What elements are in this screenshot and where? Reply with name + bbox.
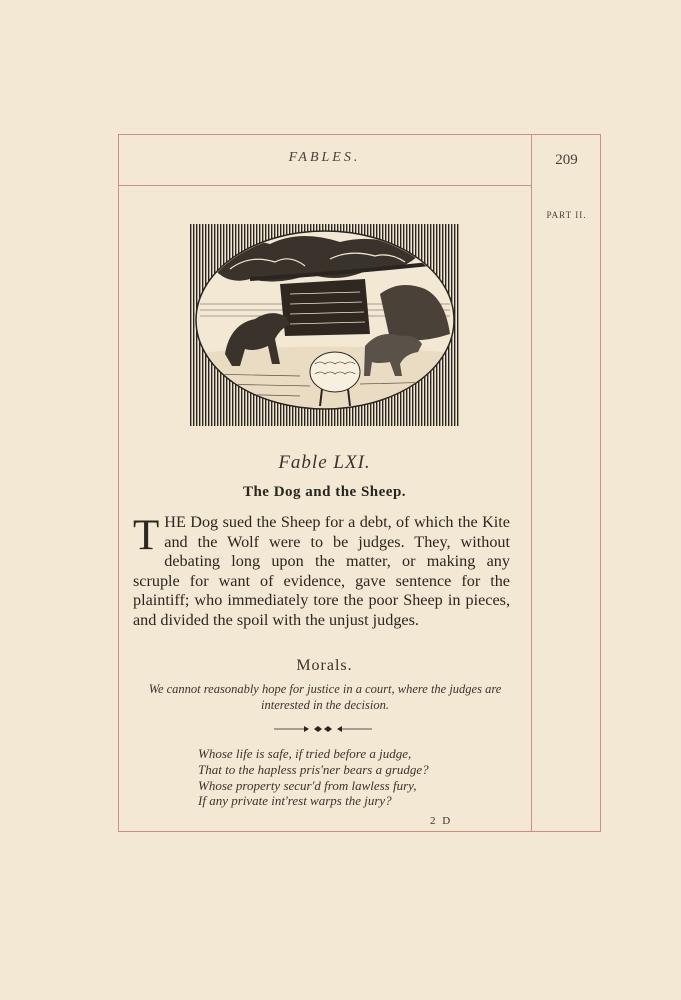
page-number: 209 (555, 152, 578, 168)
moral-text: We cannot reasonably hope for justice in a court, where the judges are interested in the decision. (148, 682, 502, 712)
running-title: FABLES. (288, 150, 361, 165)
side-note: PART II. (546, 210, 587, 220)
fable-body-text: HE Dog sued the Sheep for a debt, of which the Kite and the Wolf were to be judges. They, without debating long upon the matter, or making any scruple for want of evidence, gave sentence for the plaintiff; who immediately tore the poor Sheep in pieces, and divided the spoil with the unjust judges. (133, 513, 510, 629)
verse-line: Whose property secur'd from lawless fury, (198, 777, 417, 793)
woodcut-dog-and-sheep-icon (190, 224, 460, 426)
fable-body (133, 513, 510, 631)
fable-title: The Dog and the Sheep. (242, 484, 407, 500)
verse-line: That to the hapless pris'ner bears a grudge? (198, 761, 429, 777)
drop-cap: T (133, 512, 160, 559)
header-rule (118, 185, 531, 186)
verse-line: Whose life is safe, if tried before a judge, (198, 746, 412, 761)
fable-number: Fable LXI. (278, 452, 371, 473)
verse-line: If any private int'rest warps the jury? (198, 793, 392, 809)
verse (198, 746, 498, 809)
morals-heading: Morals. (296, 657, 353, 674)
signature-mark: 2 D (430, 815, 453, 827)
margin-rule (531, 134, 532, 832)
ornament-divider-icon (274, 724, 372, 734)
